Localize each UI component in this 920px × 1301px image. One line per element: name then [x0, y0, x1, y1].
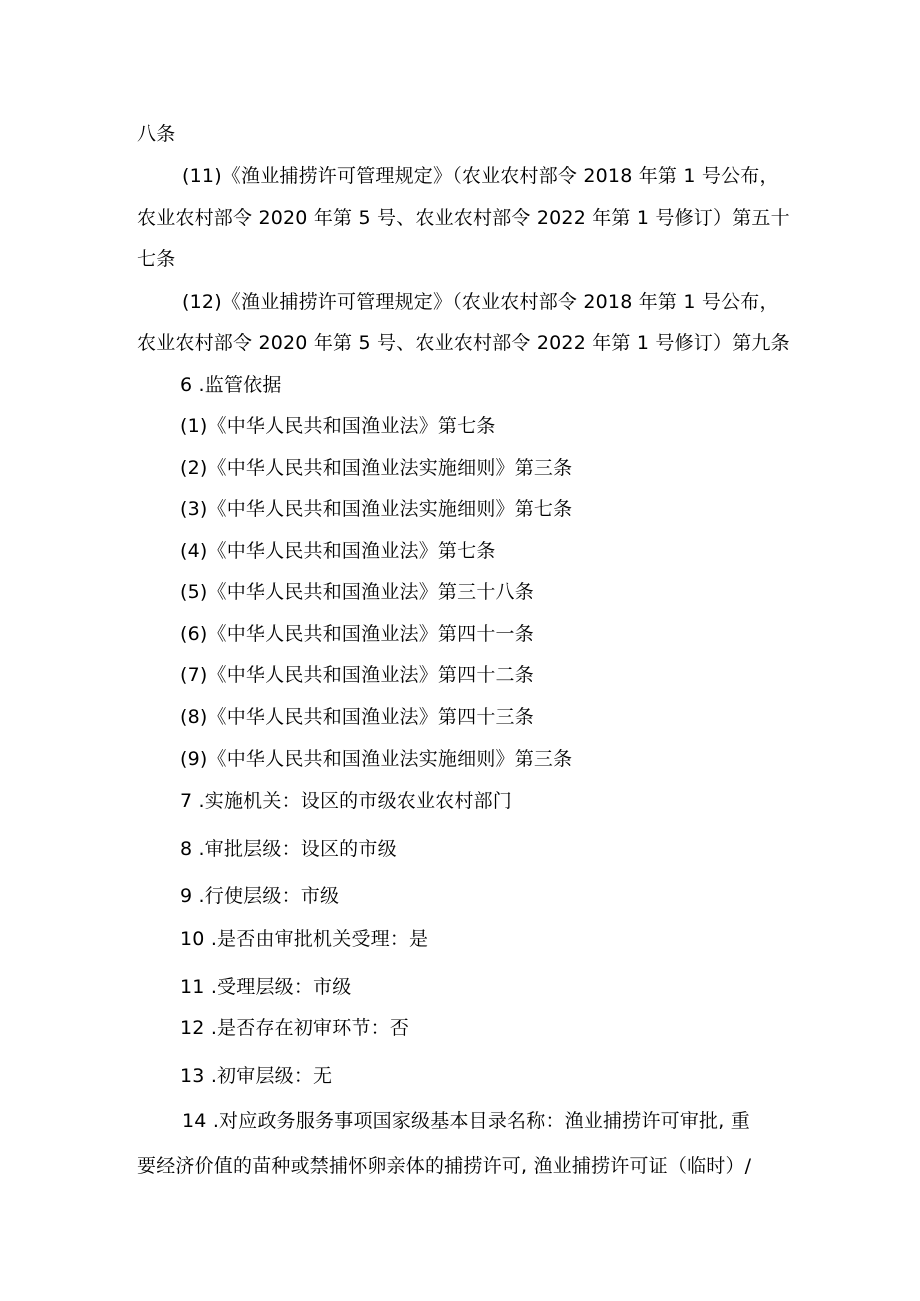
text-line: 七条 [137, 248, 176, 270]
text-line: 农业农村部令 2020 年第 5 号、农业农村部令 2022 年第 1 号修订）第五十 [137, 207, 790, 229]
section-heading: 7 .实施机关：设区的市级农业农村部门 [180, 790, 512, 812]
section-heading: 8 .审批层级：设区的市级 [180, 838, 397, 860]
list-item: (6)《中华人民共和国渔业法》第四十一条 [180, 623, 534, 645]
list-item: (9)《中华人民共和国渔业法实施细则》第三条 [180, 748, 573, 770]
list-item: (1)《中华人民共和国渔业法》第七条 [180, 415, 496, 437]
section-heading: 14 .对应政务服务事项国家级基本目录名称：渔业捕捞许可审批, 重 [182, 1110, 750, 1132]
list-item: (2)《中华人民共和国渔业法实施细则》第三条 [180, 457, 573, 479]
text-line: (12)《渔业捕捞许可管理规定》（农业农村部令 2018 年第 1 号公布， [182, 291, 779, 313]
section-heading: 10 .是否由审批机关受理：是 [180, 928, 429, 950]
text-line: 农业农村部令 2020 年第 5 号、农业农村部令 2022 年第 1 号修订）第九条 [137, 332, 790, 354]
section-heading: 6 .监管依据 [180, 374, 282, 396]
list-item: (3)《中华人民共和国渔业法实施细则》第七条 [180, 498, 573, 520]
list-item: (8)《中华人民共和国渔业法》第四十三条 [180, 706, 534, 728]
text-line: 要经济价值的苗种或禁捕怀卵亲体的捕捞许可, 渔业捕捞许可证（临时）/ [137, 1155, 752, 1177]
section-heading: 11 .受理层级：市级 [180, 976, 352, 998]
section-heading: 12 .是否存在初审环节：否 [180, 1017, 410, 1039]
text-line: (11)《渔业捕捞许可管理规定》（农业农村部令 2018 年第 1 号公布， [182, 165, 779, 187]
section-heading: 13 .初审层级：无 [180, 1065, 333, 1087]
section-heading: 9 .行使层级：市级 [180, 885, 340, 907]
list-item: (7)《中华人民共和国渔业法》第四十二条 [180, 664, 534, 686]
text-line: 八条 [137, 123, 176, 145]
list-item: (5)《中华人民共和国渔业法》第三十八条 [180, 581, 534, 603]
list-item: (4)《中华人民共和国渔业法》第七条 [180, 540, 496, 562]
